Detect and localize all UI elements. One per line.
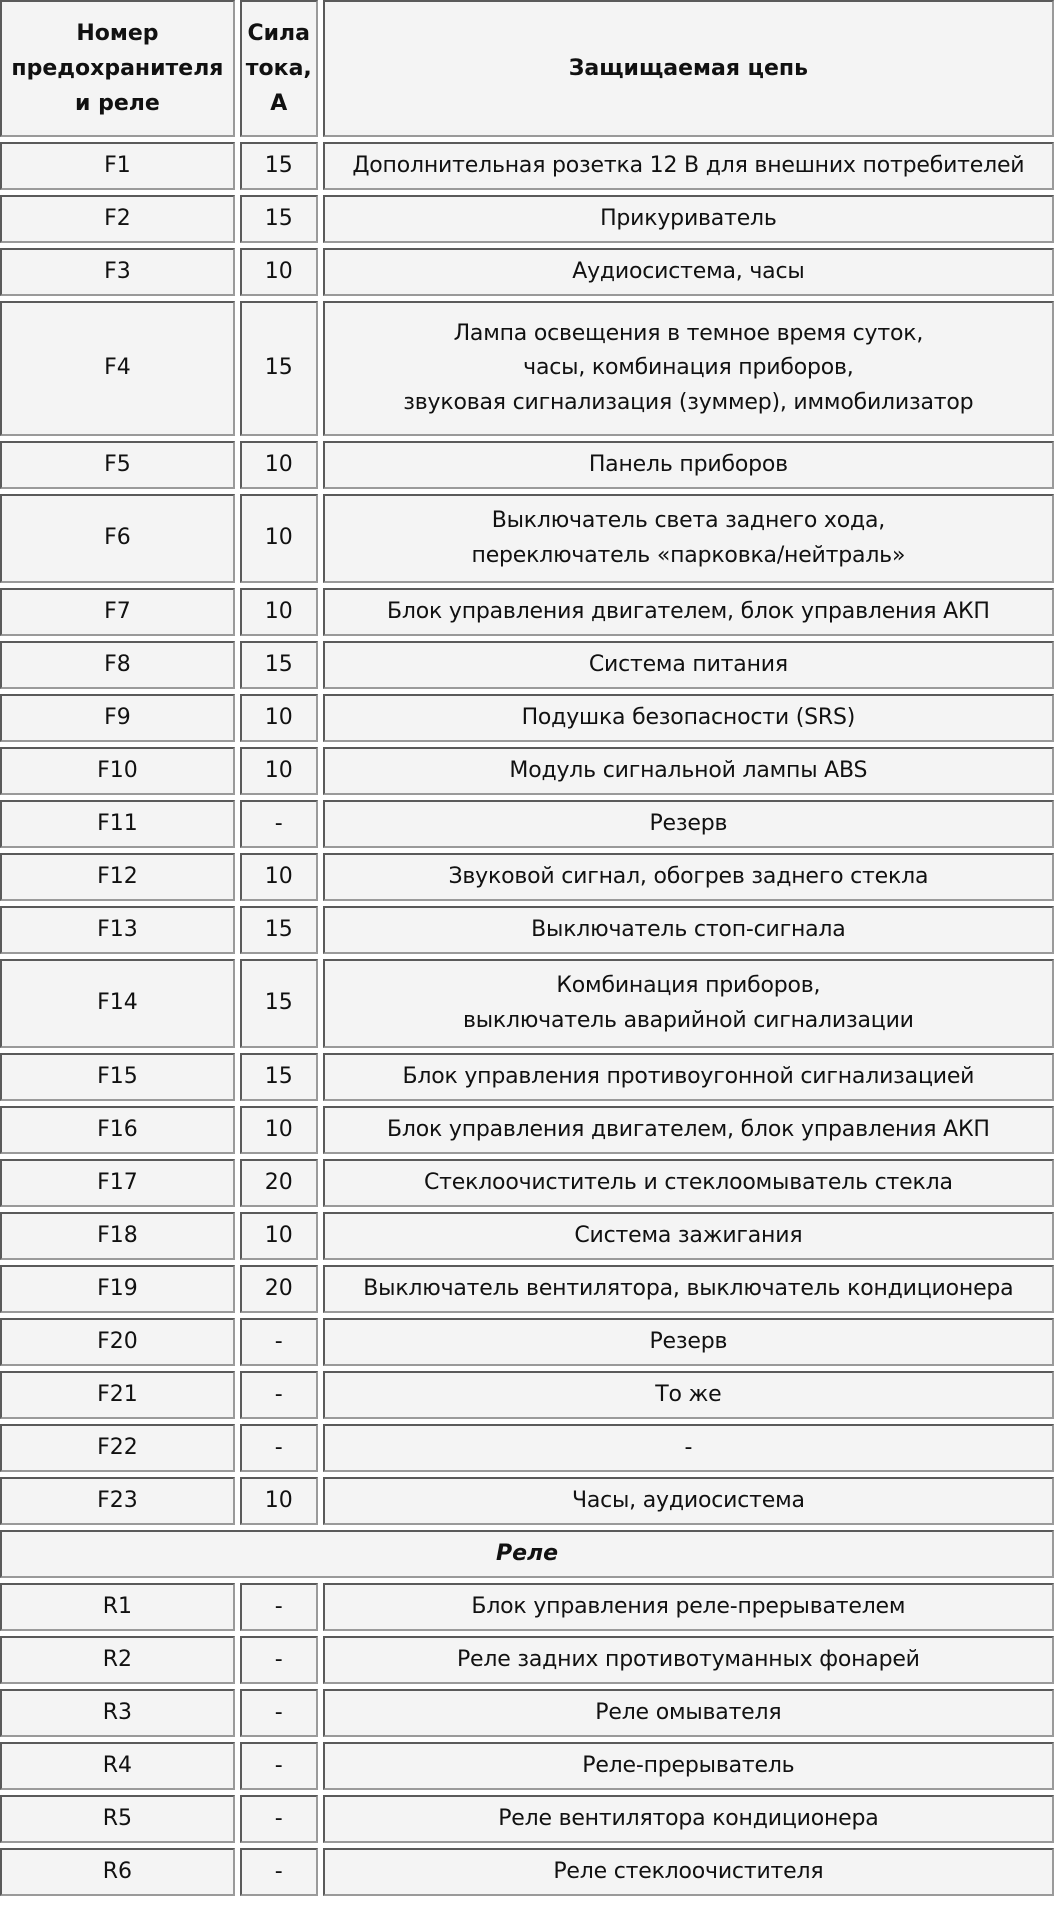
current-cell: 10 [240, 1477, 318, 1525]
table-row [0, 959, 1054, 1048]
current-cell: 15 [240, 195, 318, 243]
fuse-id-cell: F8 [0, 641, 235, 689]
fuse-id-cell: F20 [0, 1318, 235, 1366]
circuit-cell: Лампа освещения в темное время суток, часы, комбинация приборов, звуковая сигнализация (зуммер), иммобилизатор [323, 301, 1054, 436]
table-row [0, 494, 1054, 583]
header-fuse-number: Номер предохранителя и реле [0, 0, 235, 137]
circuit-cell: Часы, аудиосистема [323, 1477, 1054, 1525]
relay-section-row [0, 1530, 1054, 1578]
header-current: Сила тока, А [240, 0, 318, 137]
fuse-id-cell: F18 [0, 1212, 235, 1260]
table-row [0, 800, 1054, 848]
circuit-cell: - [323, 1424, 1054, 1472]
table-row [0, 301, 1054, 436]
fuse-id-cell: F6 [0, 494, 235, 583]
circuit-cell: Резерв [323, 1318, 1054, 1366]
circuit-cell: Выключатель стоп-сигнала [323, 906, 1054, 954]
circuit-cell: Реле омывателя [323, 1689, 1054, 1737]
fuse-id-cell: F5 [0, 441, 235, 489]
circuit-cell: Реле-прерыватель [323, 1742, 1054, 1790]
current-cell: - [240, 1742, 318, 1790]
table-row [0, 694, 1054, 742]
current-cell: - [240, 1583, 318, 1631]
current-cell: 15 [240, 301, 318, 436]
current-cell: 20 [240, 1159, 318, 1207]
circuit-cell: Блок управления реле-прерывателем [323, 1583, 1054, 1631]
circuit-cell: Модуль сигнальной лампы ABS [323, 747, 1054, 795]
table-row [0, 1424, 1054, 1472]
table-row [0, 1053, 1054, 1101]
table-row [0, 1636, 1054, 1684]
current-cell: - [240, 1689, 318, 1737]
current-cell: 15 [240, 1053, 318, 1101]
table-row [0, 1159, 1054, 1207]
table-row [0, 1477, 1054, 1525]
fuse-id-cell: F2 [0, 195, 235, 243]
fuse-id-cell: R4 [0, 1742, 235, 1790]
fuse-id-cell: F4 [0, 301, 235, 436]
current-cell: 10 [240, 747, 318, 795]
fuse-id-cell: F15 [0, 1053, 235, 1101]
header-row [0, 0, 1054, 137]
table-row [0, 1848, 1054, 1896]
circuit-cell: Реле задних противотуманных фонарей [323, 1636, 1054, 1684]
fuse-id-cell: F1 [0, 142, 235, 190]
fuse-id-cell: F13 [0, 906, 235, 954]
current-cell: 10 [240, 248, 318, 296]
circuit-cell: Блок управления двигателем, блок управления АКП [323, 1106, 1054, 1154]
circuit-cell: Комбинация приборов, выключатель аварийной сигнализации [323, 959, 1054, 1048]
fuse-id-cell: R2 [0, 1636, 235, 1684]
current-cell: - [240, 1848, 318, 1896]
table-row [0, 441, 1054, 489]
table-row [0, 1212, 1054, 1260]
current-cell: 15 [240, 959, 318, 1048]
circuit-cell: Реле стеклоочистителя [323, 1848, 1054, 1896]
current-cell: - [240, 800, 318, 848]
fuse-id-cell: R3 [0, 1689, 235, 1737]
current-cell: 10 [240, 494, 318, 583]
circuit-cell: Выключатель света заднего хода, переключатель «парковка/нейтраль» [323, 494, 1054, 583]
fuse-id-cell: F14 [0, 959, 235, 1048]
table-row [0, 1583, 1054, 1631]
fuse-id-cell: R6 [0, 1848, 235, 1896]
fuse-id-cell: F21 [0, 1371, 235, 1419]
circuit-cell: Стеклоочиститель и стеклоомыватель стекла [323, 1159, 1054, 1207]
fuse-id-cell: R1 [0, 1583, 235, 1631]
table-row [0, 1318, 1054, 1366]
table-row [0, 747, 1054, 795]
table-row [0, 1742, 1054, 1790]
circuit-cell: Блок управления противоугонной сигнализацией [323, 1053, 1054, 1101]
circuit-cell: Реле вентилятора кондиционера [323, 1795, 1054, 1843]
fuse-id-cell: F12 [0, 853, 235, 901]
table-row [0, 906, 1054, 954]
current-cell: 10 [240, 441, 318, 489]
fuse-id-cell: F16 [0, 1106, 235, 1154]
current-cell: 10 [240, 588, 318, 636]
circuit-cell: Система питания [323, 641, 1054, 689]
current-cell: - [240, 1636, 318, 1684]
circuit-cell: То же [323, 1371, 1054, 1419]
table-row [0, 641, 1054, 689]
current-cell: 15 [240, 142, 318, 190]
current-cell: - [240, 1318, 318, 1366]
circuit-cell: Аудиосистема, часы [323, 248, 1054, 296]
circuit-cell: Звуковой сигнал, обогрев заднего стекла [323, 853, 1054, 901]
circuit-cell: Прикуриватель [323, 195, 1054, 243]
circuit-cell: Дополнительная розетка 12 В для внешних потребителей [323, 142, 1054, 190]
table-row [0, 1265, 1054, 1313]
current-cell: - [240, 1371, 318, 1419]
table-row [0, 1795, 1054, 1843]
fuse-id-cell: F3 [0, 248, 235, 296]
circuit-cell: Панель приборов [323, 441, 1054, 489]
current-cell: 20 [240, 1265, 318, 1313]
table-row [0, 853, 1054, 901]
table-row [0, 588, 1054, 636]
circuit-cell: Подушка безопасности (SRS) [323, 694, 1054, 742]
current-cell: 15 [240, 906, 318, 954]
current-cell: - [240, 1424, 318, 1472]
current-cell: - [240, 1795, 318, 1843]
fuse-id-cell: F23 [0, 1477, 235, 1525]
fuse-id-cell: R5 [0, 1795, 235, 1843]
table-row [0, 195, 1054, 243]
fuse-id-cell: F7 [0, 588, 235, 636]
current-cell: 10 [240, 1106, 318, 1154]
current-cell: 15 [240, 641, 318, 689]
circuit-cell: Система зажигания [323, 1212, 1054, 1260]
circuit-cell: Блок управления двигателем, блок управления АКП [323, 588, 1054, 636]
table-row [0, 1371, 1054, 1419]
fuse-id-cell: F9 [0, 694, 235, 742]
current-cell: 10 [240, 853, 318, 901]
circuit-cell: Выключатель вентилятора, выключатель кондиционера [323, 1265, 1054, 1313]
fuse-id-cell: F19 [0, 1265, 235, 1313]
table-row [0, 248, 1054, 296]
table-row [0, 1106, 1054, 1154]
header-circuit: Защищаемая цепь [323, 0, 1054, 137]
fuse-id-cell: F10 [0, 747, 235, 795]
fuse-id-cell: F17 [0, 1159, 235, 1207]
current-cell: 10 [240, 694, 318, 742]
table-row [0, 142, 1054, 190]
relay-section-label: Реле [0, 1530, 1054, 1578]
current-cell: 10 [240, 1212, 318, 1260]
fuse-id-cell: F11 [0, 800, 235, 848]
table-row [0, 1689, 1054, 1737]
fuse-id-cell: F22 [0, 1424, 235, 1472]
circuit-cell: Резерв [323, 800, 1054, 848]
